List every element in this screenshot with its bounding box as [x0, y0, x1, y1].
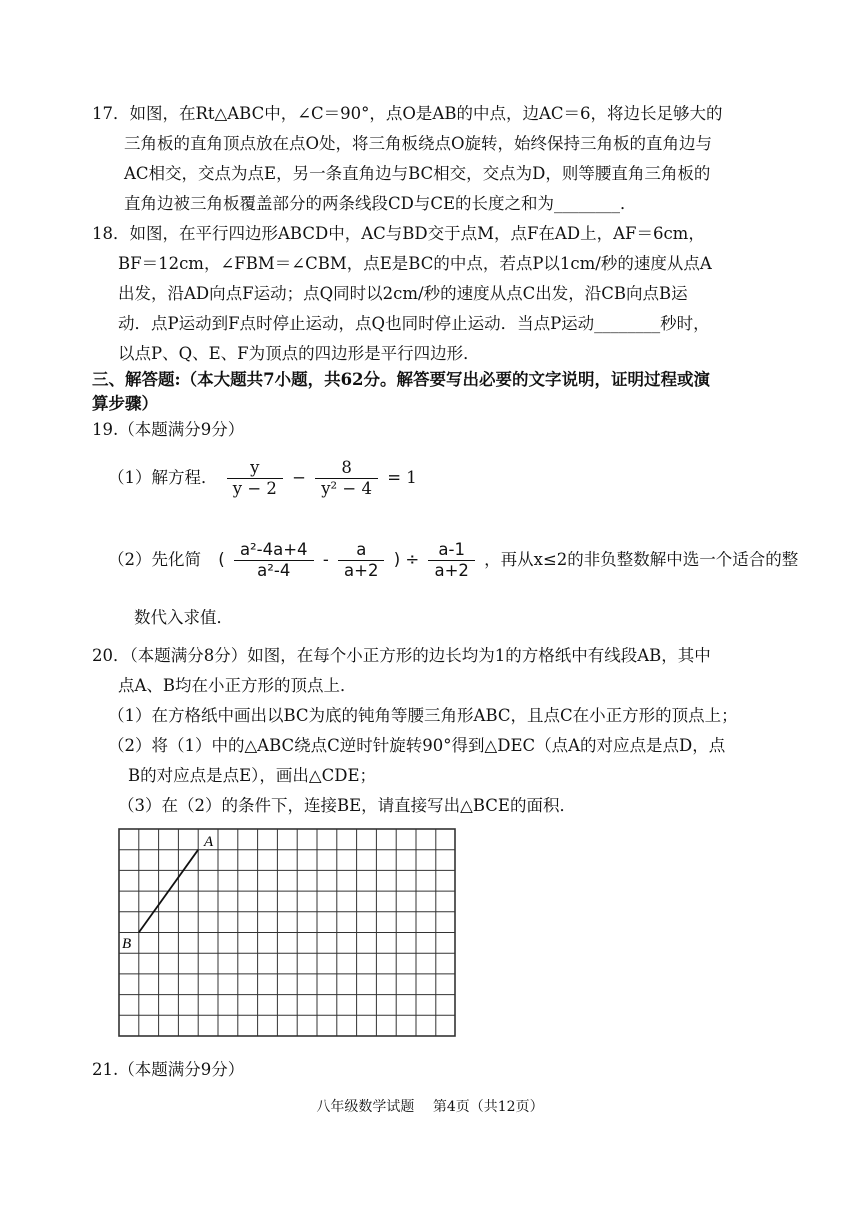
- q18-line-2: BF＝12cm，∠FBM＝∠CBM，点E是BC的中点，若点P以1cm/秒的速度从点A: [118, 254, 712, 273]
- fraction-numerator: 8: [341, 458, 352, 477]
- q20-line-2: 点A、B均在小正方形的顶点上．: [118, 676, 357, 695]
- q17-line-3: AC相交，交点为点E，另一条直角边与BC相交，交点为D，则等腰直角三角板的: [124, 164, 711, 183]
- fraction-a-minus-1-over-a-plus-2: [428, 540, 474, 581]
- q19-part1: [108, 458, 417, 499]
- fraction-denominator: a+2: [428, 560, 474, 581]
- q19-part2-tail-2: 数代入求值．: [134, 608, 233, 627]
- fraction-y-over-y-minus-2: [227, 458, 283, 499]
- minus-sign: −: [292, 468, 306, 487]
- point-a-label: A: [204, 834, 214, 850]
- q18-line-4: 动．点P运动到F点时停止运动，点Q也同时停止运动．当点P运动________秒时，: [118, 314, 710, 333]
- divide-sign: ÷: [405, 550, 420, 569]
- q17-line-4: 直角边被三角板覆盖部分的两条线段CD与CE的长度之和为________．: [124, 194, 637, 213]
- q19-part2: （2）先化简 ( $\frac{\text{a²-4a+4}}{\text{a²-4}}$ - $\frac{a}{a+2}$ ) ÷ $\frac{a-1}{a+2}$ ，再从x≤2的非负整数解中选一个适合的整: [108, 540, 799, 580]
- minus-sign: -: [322, 550, 329, 569]
- grid-figure: [118, 828, 458, 1040]
- q18-line-1: 18．如图，在平行四边形ABCD中，AC与BD交于点M，点F在AD上，AF＝6cm，: [92, 224, 705, 243]
- fraction-denominator: a²-4: [234, 560, 314, 581]
- fraction-a2-4a-4-over-a2-4: [234, 540, 314, 581]
- fraction-numerator: a²-4a+4: [239, 540, 308, 559]
- q18-line-3: 出发，沿AD向点F运动；点Q同时以2cm/秒的速度从点C出发，沿CB向点B运: [118, 284, 688, 303]
- fraction-8-over-y2-minus-4: [315, 458, 378, 499]
- equals-one: = 1: [387, 468, 417, 487]
- fraction-numerator: a-1: [438, 540, 465, 559]
- q19-part2-label: （2）先化简: [108, 550, 201, 569]
- q20-line-6: （3）在（2）的条件下，连接BE，请直接写出△BCE的面积．: [118, 796, 576, 815]
- section-heading-line-2: 算步骤）: [92, 394, 158, 413]
- fraction-denominator: a+2: [338, 560, 384, 581]
- q20-line-4: （2）将（1）中的△ABC绕点C逆时针旋转90°得到△DEC（点A的对应点是点D，点: [108, 736, 726, 755]
- section-heading-line-1: 三、解答题:（本大题共7小题，共62分。解答要写出必要的文字说明，证明过程或演: [92, 370, 711, 389]
- fraction-denominator: y² − 4: [315, 478, 378, 499]
- q20-line-1: 20．（本题满分8分）如图，在每个小正方形的边长均为1的方格纸中有线段AB，其中: [92, 646, 711, 665]
- q20-line-5: B的对应点是点E），画出△CDE；: [128, 766, 377, 785]
- q18-line-5: 以点P、Q、E、F为顶点的四边形是平行四边形．: [118, 344, 480, 363]
- q19-part2-tail: ，再从x≤2的非负整数解中选一个适合的整: [484, 550, 799, 569]
- q19-part1-label: （1）解方程．: [108, 468, 218, 487]
- fraction-a-over-a-plus-2: [338, 540, 384, 581]
- point-b-label: B: [122, 936, 132, 952]
- fraction-numerator: a: [356, 540, 367, 559]
- grid-lines: [119, 829, 455, 1036]
- q20-line-3: （1）在方格纸中画出以BC为底的钝角等腰三角形ABC，且点C在小正方形的顶点上；: [108, 706, 738, 725]
- q17-line-1: 17．如图，在Rt△ABC中，∠C＝90°，点O是AB的中点，边AC＝6，将边长足够大的: [92, 104, 723, 123]
- fraction-numerator: y: [250, 458, 260, 477]
- q21-title: 21.（本题满分9分）: [92, 1060, 245, 1079]
- fraction-denominator: y − 2: [227, 478, 283, 499]
- q19-title: 19.（本题满分9分）: [92, 420, 245, 439]
- page-footer: 八年级数学试题 第4页（共12页）: [316, 1099, 544, 1115]
- q17-line-2: 三角板的直角顶点放在点O处，将三角板绕点O旋转，始终保持三角板的直角边与: [124, 134, 713, 153]
